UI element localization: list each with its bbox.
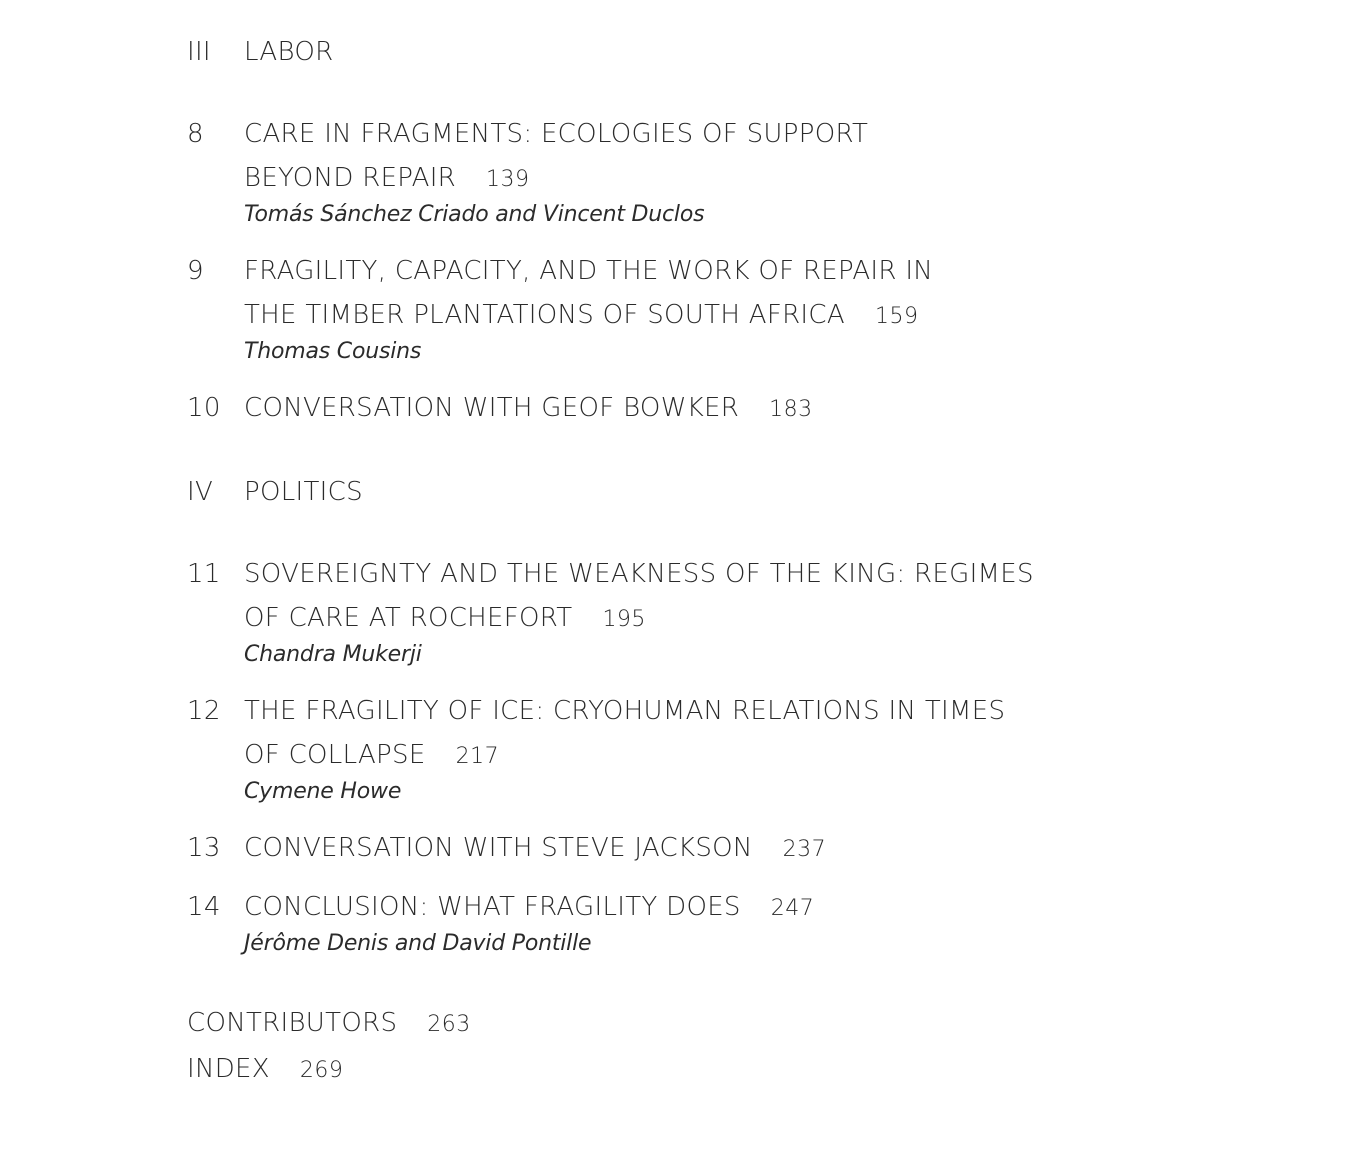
toc-entry-chapter-10[interactable]: [187, 386, 1287, 432]
toc-entry-chapter-13[interactable]: [187, 826, 1287, 872]
chapter-number: 9: [187, 256, 204, 286]
chapter-author: Jérôme Denis and David Pontille: [244, 931, 592, 956]
toc-entry-chapter-12[interactable]: [187, 689, 1287, 809]
chapter-number: 12: [187, 696, 221, 726]
page-number: 269: [299, 1058, 344, 1083]
page-number: 237: [782, 837, 827, 862]
page-number: 195: [602, 607, 646, 632]
toc-entry-chapter-8[interactable]: [187, 112, 1287, 232]
chapter-author: Tomás Sánchez Criado and Vincent Duclos: [244, 202, 705, 227]
chapter-title-line: CONCLUSION: WHAT FRAGILITY DOES: [244, 892, 741, 922]
chapter-author: Thomas Cousins: [244, 339, 422, 364]
part-numeral: IV: [187, 477, 214, 507]
chapter-title-line: BEYOND REPAIR: [244, 163, 457, 193]
chapter-title-line: OF COLLAPSE: [244, 740, 426, 770]
page-number: 139: [486, 167, 530, 192]
chapter-title-line: CONVERSATION WITH STEVE JACKSON: [244, 833, 753, 863]
chapter-title-line: CARE IN FRAGMENTS: ECOLOGIES OF SUPPORT: [244, 119, 869, 149]
toc-entry-chapter-11[interactable]: [187, 552, 1287, 672]
part-numeral: III: [187, 37, 211, 67]
page-number: 183: [769, 397, 813, 422]
chapter-number: 10: [187, 393, 221, 423]
chapter-number: 8: [187, 119, 204, 149]
page-number: 263: [427, 1012, 471, 1037]
chapter-author: Cymene Howe: [244, 779, 402, 804]
part-heading-politics: [187, 470, 1287, 514]
chapter-title-line: THE TIMBER PLANTATIONS OF SOUTH AFRICA: [244, 300, 845, 330]
toc-entry-chapter-14[interactable]: [187, 885, 1287, 961]
chapter-title-line: OF CARE AT ROCHEFORT: [244, 603, 573, 633]
chapter-title-line: FRAGILITY, CAPACITY, AND THE WORK OF REPAIR IN: [244, 256, 934, 286]
back-matter-title: CONTRIBUTORS: [187, 1008, 398, 1038]
toc-entry-chapter-9[interactable]: [187, 249, 1287, 369]
part-title: LABOR: [244, 37, 334, 67]
back-matter-title: INDEX: [187, 1054, 270, 1084]
part-title: POLITICS: [244, 477, 363, 507]
chapter-number: 14: [187, 892, 221, 922]
toc-entry-contributors[interactable]: [187, 1001, 1287, 1047]
part-heading-labor: [187, 30, 1287, 74]
table-of-contents: [187, 30, 1287, 1093]
chapter-number: 11: [187, 559, 221, 589]
page-number: 159: [874, 304, 919, 329]
chapter-title-line: CONVERSATION WITH GEOF BOWKER: [244, 393, 740, 423]
page-number: 217: [455, 744, 500, 769]
toc-entry-index[interactable]: [187, 1047, 1287, 1093]
chapter-title-line: THE FRAGILITY OF ICE: CRYOHUMAN RELATIONS IN TIMES: [244, 696, 1006, 726]
page-number: 247: [770, 896, 815, 921]
chapter-number: 13: [187, 833, 221, 863]
chapter-author: Chandra Mukerji: [244, 642, 422, 667]
chapter-title-line: SOVEREIGNTY AND THE WEAKNESS OF THE KING: REGIMES: [244, 559, 1034, 589]
